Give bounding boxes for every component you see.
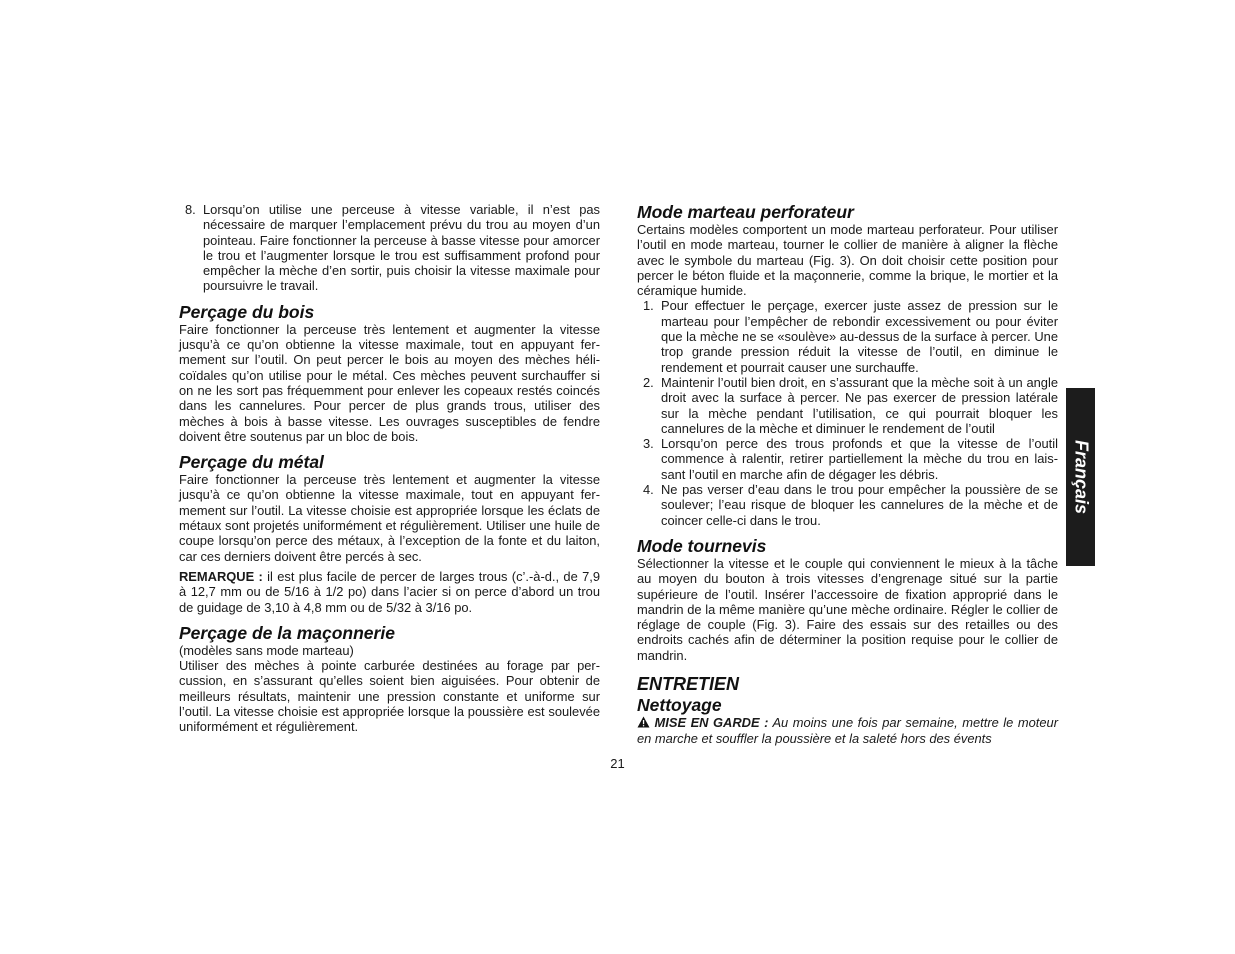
list-item-text: Lorsqu’on utilise une perceuse à vitesse variable, il n’est pas nécessaire de marquer l’emplacement prévu du trou au moyen d’un pointeau. Faire fonctionner la perceuse à basse vitesse pour amorcer le trou et l’augmenter lorsque le trou est suffisamment profond pour empêcher la mèche d’en sortir, puis choisir la vitesse maximale pour poursuivre le travail. <box>203 202 600 294</box>
section-heading-percage-metal: Perçage du métal <box>179 452 324 473</box>
list-item-text: Maintenir l’outil bien droit, en s’assurant que la mèche soit à un angle droit avec la surface à percer. Ne pas exercer de pression latérale sur la mèche pendant l’utilisation, ce qui pourrait bloquer les cannelures de la mèche et diminuer le rendement de l’outil <box>661 374 1058 436</box>
note-label: REMARQUE : <box>179 568 263 584</box>
warning-text: Au moins une fois par semaine, mettre le moteur en marche et souffler la poussière et la saleté hors des évents <box>637 715 1058 747</box>
list-item-text: Lorsqu’on perce des trous profonds et que la vitesse de l’outil commence à ralentir, retirer partiellement la mèche du trou en laissant l’outil en marche afin de dégager les débris. <box>661 436 1058 482</box>
section-subnote-maconnerie: (modèles sans mode marteau) <box>179 642 354 658</box>
list-item <box>637 482 1058 528</box>
section-text-percage-bois: Faire fonctionner la perceuse très lentement et augmenter la vitesse jusqu’à ce qu’on obtienne la vitesse maximale, tout en appuyant fermement sur l’outil. On peut percer le bois au moyen des mèches hélicoïdales qu’on utilise pour le métal. Ces mèches peuvent surchauffer si on ne les sort pas fréquemment pour enlever les copeaux restés coincés dans les cannelures. Pour percer de plus grands trous, utiliser des mèches à bois à basse vitesse. Les ouvrages susceptibles de fendre doivent être soutenus par un bloc de bois. <box>179 321 600 444</box>
list-item-number: 3. <box>643 436 654 452</box>
language-tab-label: Français <box>1071 439 1091 515</box>
list-item-number: 4. <box>643 482 654 498</box>
section-text-percage-metal: Faire fonctionner la perceuse très lentement et augmenter la vitesse jusqu’à ce qu’on obtienne la vitesse maximale, tout en appuyant fermement sur l’outil. La vitesse choisie est appropriée lorsque les éclats de métaux sont projetés uniformément et régulièrement. Utiliser une huile de coupe lorsqu’on perce des métaux, à l’exception de la fonte et du laiton, car ces derniers doivent être percés à sec. <box>179 472 600 564</box>
list-item <box>637 375 1058 436</box>
chapter-heading-entretien: ENTRETIEN <box>637 674 740 695</box>
section-text-percage-maconnerie: Utiliser des mèches à pointe carburée destinées au forage par percussion, en s’assurant qu’elles soient bien aiguisées. Pour obtenir de meilleurs résultats, maintenir une pression constante et uniforme sur l’outil. La vitesse choisie est appropriée lorsque la poussière est soulevée uniformément et régulièrement. <box>179 658 600 735</box>
list-item <box>637 298 1058 374</box>
step-list-continued <box>179 202 600 294</box>
warning-paragraph <box>637 715 1058 747</box>
left-column <box>179 202 600 735</box>
right-column <box>637 202 1058 747</box>
section-heading-percage-bois: Perçage du bois <box>179 301 315 322</box>
list-item-number: 2. <box>643 374 654 390</box>
warning-triangle-icon <box>637 716 650 731</box>
note-text: il est plus facile de percer de larges trous (c’.-à-d., de 7,9 à 12,7 mm ou de 5/16 à 1/2 po) dans l’acier si on perce d’abord un trou de guidage de 3,10 à 4,8 mm ou de 5/32 à 3/16 po. <box>179 568 600 615</box>
list-item-text: Pour effectuer le perçage, exercer juste assez de pression sur le marteau pour l’empêcher de rebondir excessivement ou pour éviter que la mèche ne se «soulève» au-dessus de la surface à percer. Une trop grande pression réduit la vitesse de l’outil, en diminue le rendement et pourrait causer une surchauffe. <box>661 298 1058 375</box>
list-item <box>637 436 1058 482</box>
list-item-number: 8. <box>185 202 196 217</box>
list-item-text: Ne pas verser d’eau dans le trou pour empêcher la poussière de se soulever; l’eau risque de bloquer les cannelures de la mèche et de coincer celle-ci dans le trou. <box>661 482 1058 528</box>
hammer-mode-steps <box>637 298 1058 527</box>
section-heading-mode-marteau: Mode marteau perforateur <box>637 202 854 222</box>
page-number: 21 <box>610 756 625 771</box>
section-heading-mode-tournevis: Mode tournevis <box>637 535 767 556</box>
section-text-mode-tournevis: Sélectionner la vitesse et le couple qui conviennent le mieux à la tâche au moyen du bouton à trois vitesses d’engrenage situé sur la partie supérieure de l’outil. Insérer l’accessoire de fixation approprié dans le mandrin de la même manière qu’une mèche ordinaire. Régler le collier de réglage de couple (Fig. 3). Faire des essais sur des retailles ou des endroits cachés afin de déterminer la position requise pour le collier de mandrin. <box>637 555 1058 663</box>
section-heading-percage-maconnerie: Perçage de la maçonnerie <box>179 622 395 643</box>
warning-label: MISE EN GARDE : <box>654 715 769 731</box>
list-item <box>179 202 600 294</box>
section-heading-nettoyage: Nettoyage <box>637 695 722 716</box>
section-text-mode-marteau: Certains modèles comportent un mode marteau perforateur. Pour utiliser l’outil en mode marteau, tourner le collier de manière à aligner la flèche avec le symbole du marteau (Fig. 3). On doit choisir cette position pour percer le béton fluide et la maçonnerie, comme la brique, le mortier et la céramique humide. <box>637 222 1058 299</box>
list-item-number: 1. <box>643 298 654 314</box>
note-paragraph <box>179 569 600 615</box>
language-side-tab <box>1066 388 1095 566</box>
